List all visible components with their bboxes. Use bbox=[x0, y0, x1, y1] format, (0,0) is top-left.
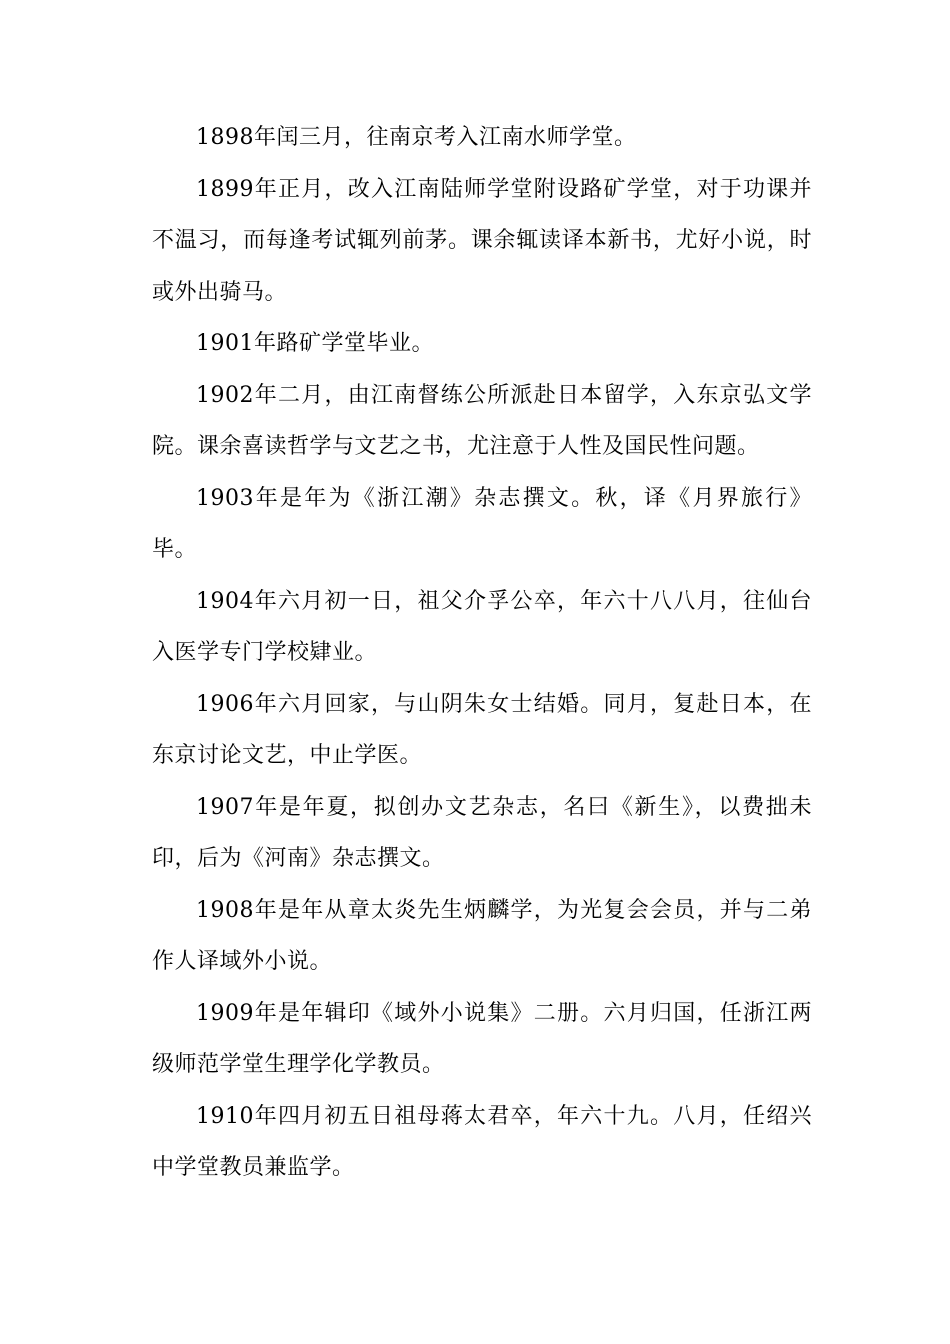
paragraph-1910: 1910年四月初五日祖母蒋太君卒，年六十九。八月，任绍兴中学堂教员兼监学。 bbox=[152, 1103, 812, 1180]
paragraph-1901: 1901年路矿学堂毕业。 bbox=[196, 331, 434, 356]
paragraph-1908: 1908年是年从章太炎先生炳麟学，为光复会会员，并与二弟作人译域外小说。 bbox=[152, 897, 812, 974]
paragraph-1909: 1909年是年辑印《域外小说集》二册。六月归国，任浙江两级师范学堂生理学化学教员。 bbox=[152, 1000, 812, 1077]
paragraph-1902: 1902年二月，由江南督练公所派赴日本留学，入东京弘文学院。课余喜读哲学与文艺之书，尤注意于人性及国民性问题。 bbox=[152, 382, 812, 459]
paragraph-1907: 1907年是年夏，拟创办文艺杂志，名曰《新生》，以费拙未印，后为《河南》杂志撰文。 bbox=[152, 794, 812, 871]
paragraph-1904: 1904年六月初一日，祖父介孚公卒，年六十八八月，往仙台入医学专门学校肄业。 bbox=[152, 588, 812, 665]
document-body bbox=[152, 112, 812, 1194]
paragraph-1903: 1903年是年为《浙江潮》杂志撰文。秋，译《月界旅行》毕。 bbox=[152, 485, 812, 562]
paragraph-1906: 1906年六月回家，与山阴朱女士结婚。同月，复赴日本，在东京讨论文艺，中止学医。 bbox=[152, 691, 812, 768]
paragraph-1898: 1898年闰三月，往南京考入江南水师学堂。 bbox=[196, 125, 637, 150]
paragraph-1899: 1899年正月，改入江南陆师学堂附设路矿学堂，对于功课并不温习，而每逢考试辄列前茅。课余辄读译本新书，尤好小说，时或外出骑马。 bbox=[152, 176, 812, 305]
